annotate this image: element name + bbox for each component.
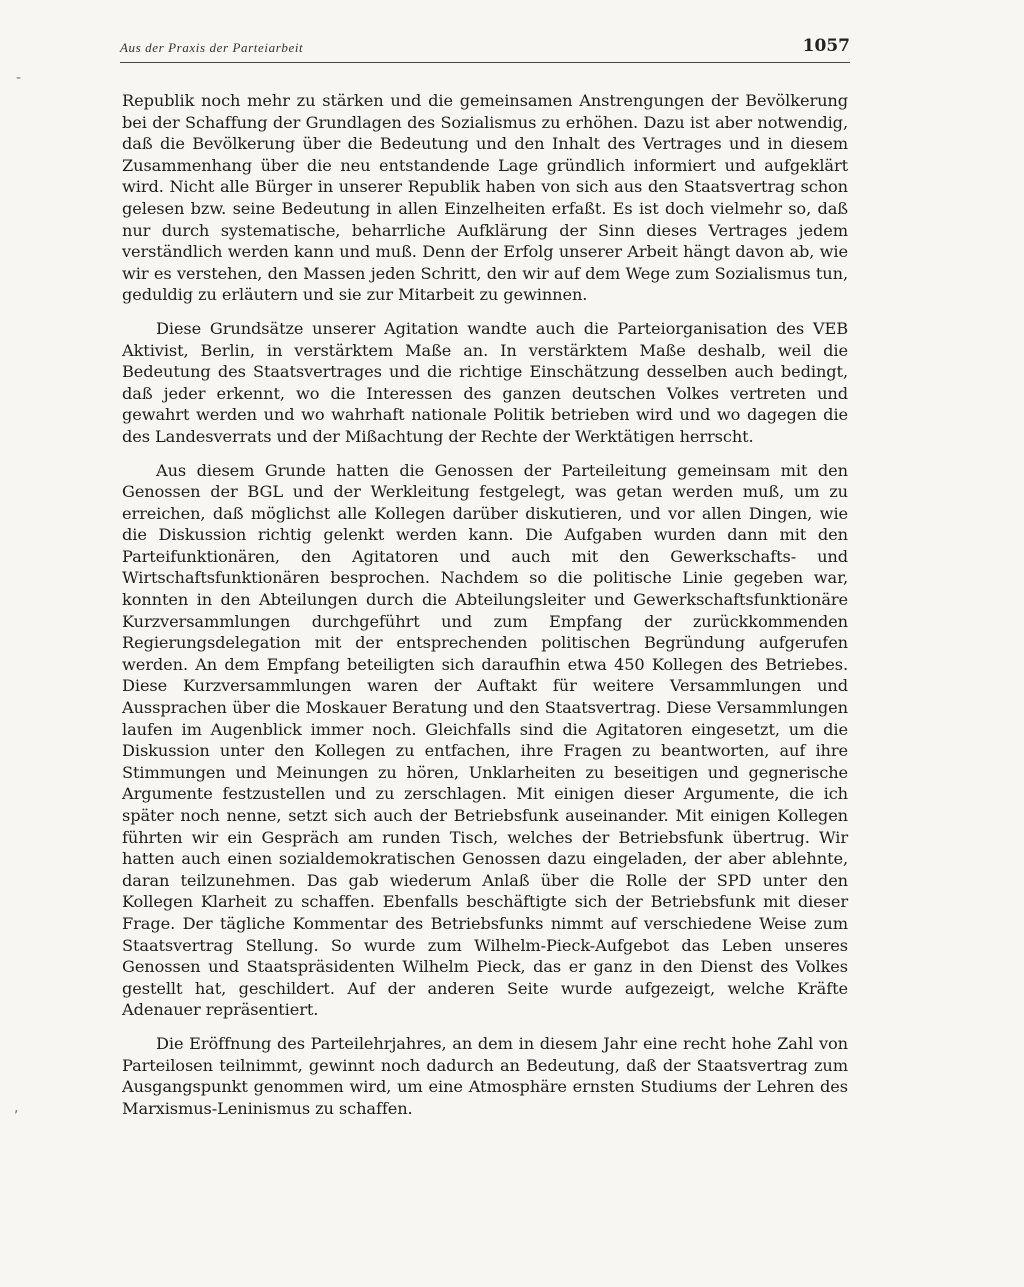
running-head: Aus der Praxis der Parteiarbeit bbox=[120, 40, 304, 55]
header-rule bbox=[120, 62, 850, 63]
paragraph-3: Aus diesem Grunde hatten die Genossen der Parteileitung gemeinsam mit den Genossen der BGL und der Werkleitung festgelegt, was getan werden muß, um zu erreichen, daß möglichst alle Kollegen darüber diskutieren, und vor allen Dingen, wie die Diskussion richtig gelenkt werden kann. Die Aufgaben wurden dann mit den Parteifunktionären, den Agitatoren und auch mit den Gewerkschafts- und Wirtschaftsfunktionären besprochen. Nachdem so die politische Linie gegeben war, konnten in den Abteilungen durch die Abteilungsleiter und Gewerkschaftsfunktionäre Kurzversammlungen durchgeführt und zum Empfang der zurückkommenden Regierungsdelegation mit der entsprechenden politischen Begründung aufgerufen werden. An dem Empfang beteiligten sich daraufhin etwa 450 Kollegen des Betriebes. Diese Kurzversammlungen waren der Auftakt für weitere Versammlungen und Aussprachen über die Moskauer Beratung und den Staatsvertrag. Diese Versammlungen laufen im Augenblick immer noch. Gleichfalls sind die Agitatoren eingesetzt, um die Diskussion unter den Kollegen zu entfachen, ihre Fragen zu beantworten, auf ihre Stimmungen und Meinungen zu hören, Unklarheiten zu beseitigen und gegnerische Argumente festzustellen und zu zerschlagen. Mit einigen dieser Argumente, die ich später noch nenne, setzt sich auch der Betriebsfunk auseinander. Mit einigen Kollegen führten wir ein Gespräch am runden Tisch, welches der Betriebsfunk übertrug. Wir hatten auch einen sozialdemokratischen Genossen dazu eingeladen, der aber ablehnte, daran teilzunehmen. Das gab wiederum Anlaß über die Rolle der SPD unter den Kollegen Klarheit zu schaffen. Ebenfalls beschäftigte sich der Betriebsfunk mit dieser Frage. Der tägliche Kommentar des Betriebsfunks nimmt auf verschiedene Weise zum Staatsvertrag Stellung. So wurde zum Wilhelm-Pieck-Aufgebot das Leben unseres Genossen und Staatspräsidenten Wilhelm Pieck, das er ganz in den Dienst des Volkes gestellt hat, geschildert. Auf der anderen Seite wurde aufgezeigt, welche Kräfte Adenauer repräsentiert. bbox=[122, 460, 848, 1020]
paragraph-2: Diese Grundsätze unserer Agitation wandte auch die Parteiorganisation des VEB Aktivist, Berlin, in verstärktem Maße an. In verstärktem Maße deshalb, weil die Bedeutung des Staatsvertrages und die richtige Einschätzung desselben auch bedingt, daß jeder erkennt, wo die Interessen des ganzen deutschen Volkes vertreten und gewahrt werden und wo wahrhaft nationale Politik betrieben wird und wo dagegen die des Landesverrats und der Mißachtung der Rechte der Werktätigen herrscht. bbox=[122, 318, 848, 446]
page-header bbox=[120, 36, 850, 60]
paragraph-1: Republik noch mehr zu stärken und die gemeinsamen Anstrengungen der Bevölkerung bei der Schaffung der Grundlagen des Sozialismus zu erhöhen. Dazu ist aber notwendig, daß die Bevölkerung über die Bedeutung und den Inhalt des Vertrages und in diesem Zusammenhang über die neu entstandende Lage gründlich informiert und aufgeklärt wird. Nicht alle Bürger in unserer Republik haben von sich aus den Staatsvertrag schon gelesen bzw. seine Bedeutung in allen Einzelheiten erfaßt. Es ist doch vielmehr so, daß nur durch systematische, beharrliche Aufklärung der Sinn dieses Vertrages jedem verständlich werden kann und muß. Denn der Erfolg unserer Arbeit hängt davon ab, wie wir es verstehen, den Massen jeden Schritt, den wir auf dem Wege zum Sozialismus tun, geduldig zu erläutern und sie zur Mitarbeit zu gewinnen. bbox=[122, 91, 848, 305]
scan-margin-mark: , bbox=[14, 1100, 19, 1116]
scan-margin-mark: - bbox=[16, 70, 22, 86]
body-text bbox=[122, 90, 848, 1131]
paragraph-4: Die Eröffnung des Parteilehrjahres, an dem in diesem Jahr eine recht hohe Zahl von Parteilosen teilnimmt, gewinnt noch dadurch an Bedeutung, daß der Staatsvertrag zum Ausgangspunkt genommen wird, um eine Atmosphäre ernsten Studiums der Lehren des Marxismus-Leninismus zu schaffen. bbox=[122, 1033, 848, 1118]
page-number: 1057 bbox=[802, 36, 850, 56]
